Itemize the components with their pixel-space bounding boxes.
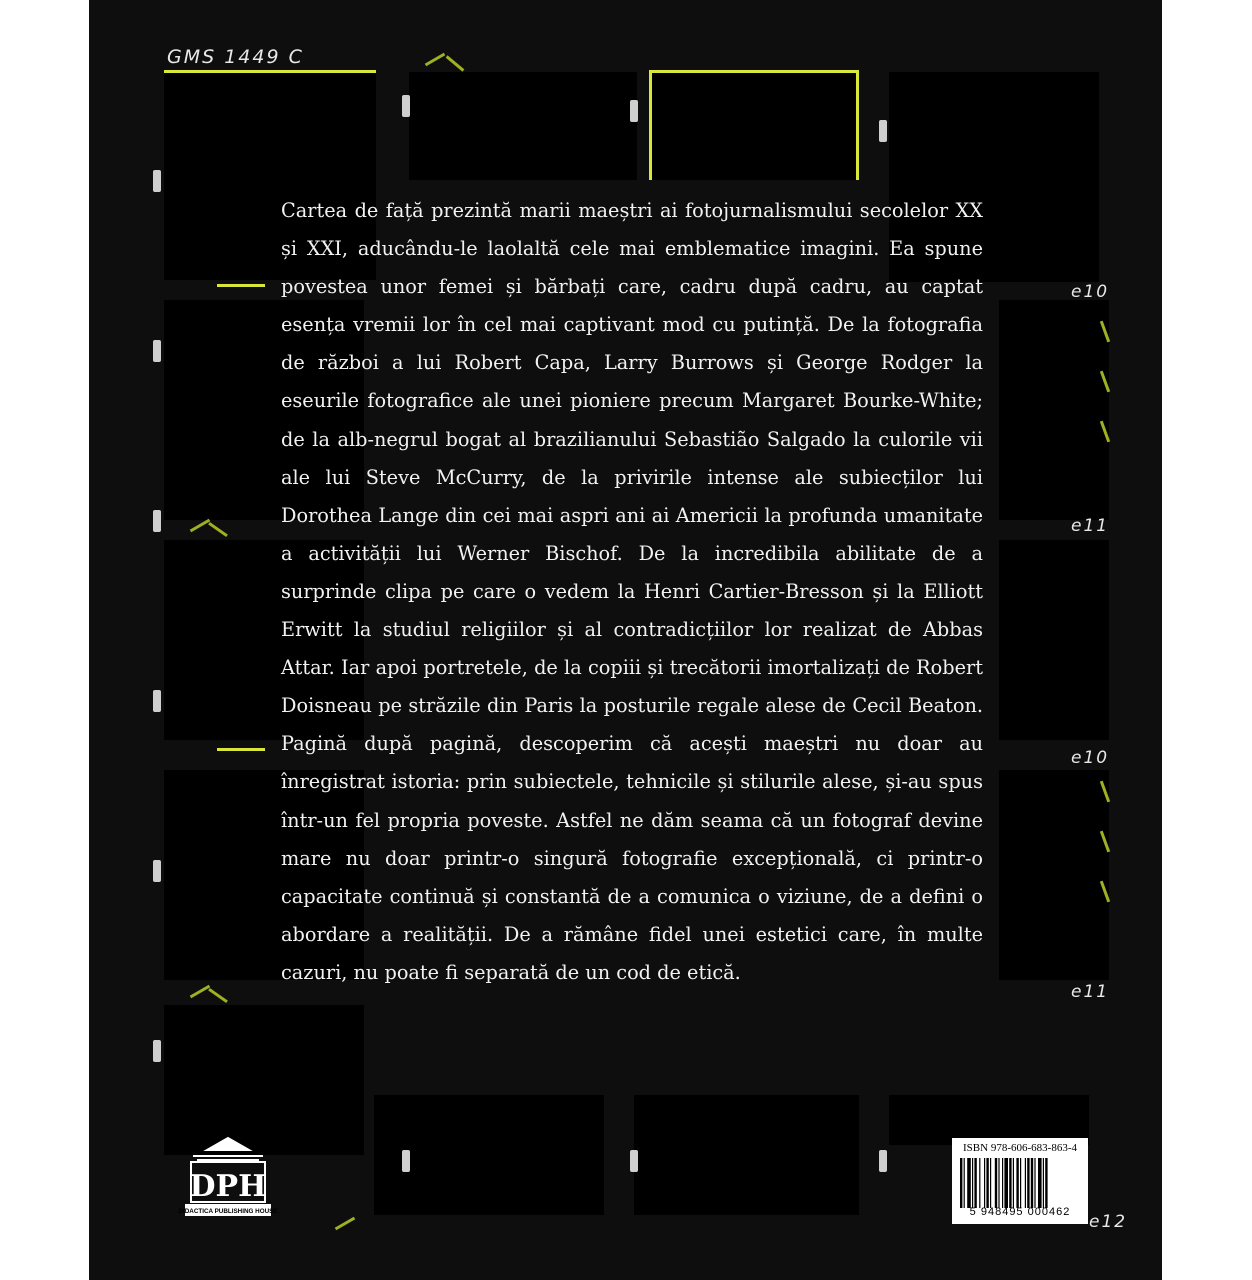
marker-stroke: [217, 284, 265, 287]
sprocket-hole: [879, 1150, 887, 1172]
blurb-text: Cartea de față prezintă marii maeștri ai fotojurnalismului secolelor XX și XXI, aducându-le laolaltă cele mai emblematice imagini. Ea spune povestea unor femei și bărbați care, cadru după cadru, au captat esența vremii lor în cel mai captivant mod cu putință. De la fotografia de război a lui Robert Capa, Larry Burrows și George Rodger la eseurile fotografice ale unei pioniere precum Margaret Bourke-White; de la alb-negrul bogat al brazilianului Sebastião Salgado la culorile vii ale lui Steve McCurry, de la privirile intense ale subiecților lui Dorothea Lange din cei mai aspri ani ai Americii la profunda umanitate a activității lui Werner Bischof. De la incredibila abilitate de a surprinde clipa pe care o vedem la Henri Cartier-Bresson și la Elliott Erwitt la studiul religiilor și al contradicțiilor lor realizat de Abbas Attar. Iar apoi portretele, de la copiii și trecătorii imortalizați de Robert Doisneau pe străzile din Paris la posturile regale alese de Cecil Beaton. Pagină după pagină, descoperim că acești maeștri nu doar au înregistrat istoria: prin subiectele, tehnicile și stilurile alese, și-au spus într-un fel propria poveste. Astfel ne dăm seama că un fotograf devine mare nu doar printr-o singură fotografie excepțională, ci printr-o capacitate continuă și constantă de a comunica o viziune, de a defini o abordare a realității. De a rămâne fidel unei estetici care, în multe cazuri, nu poate fi separată de un cod de etică.: [281, 199, 983, 984]
barcode-bar: [964, 1158, 965, 1208]
handwritten-code: GMS 1449 C: [167, 46, 304, 68]
sprocket-hole: [630, 100, 638, 122]
frame-mark: e10: [1071, 282, 1110, 302]
barcode-bar: [1004, 1158, 1008, 1208]
film-frame: [409, 72, 637, 180]
sprocket-hole: [153, 340, 161, 362]
barcode-bar: [986, 1158, 988, 1208]
barcode-bar: [972, 1158, 973, 1208]
isbn-label: ISBN 978-606-683-863-4: [963, 1142, 1077, 1154]
film-frame: [634, 1095, 859, 1215]
publisher-logo: [178, 1134, 278, 1218]
film-frame: [649, 70, 859, 180]
barcode-bar: [967, 1158, 971, 1208]
barcode-bar: [984, 1158, 985, 1208]
barcode-bar: [1025, 1158, 1026, 1208]
marker-tick: [335, 1217, 356, 1231]
barcode: [960, 1158, 1080, 1208]
barcode-bar: [1020, 1158, 1021, 1208]
frame-mark: e11: [1071, 516, 1110, 536]
barcode-bar: [1031, 1158, 1033, 1208]
marker-tick: [208, 988, 228, 1003]
sprocket-hole: [153, 690, 161, 712]
barcode-bar: [1009, 1158, 1011, 1208]
barcode-bar: [995, 1158, 997, 1208]
publisher-initials: DPH: [189, 1169, 267, 1204]
barcode-bar: [1034, 1158, 1035, 1208]
film-frame: [999, 770, 1109, 980]
marker-stroke: [649, 70, 652, 180]
marker-stroke: [649, 70, 859, 73]
sprocket-hole: [153, 860, 161, 882]
barcode-bar: [1027, 1158, 1029, 1208]
barcode-bar: [979, 1158, 980, 1208]
barcode-bar: [974, 1158, 976, 1208]
barcode-bar: [998, 1158, 999, 1208]
barcode-bar: [1002, 1158, 1003, 1208]
isbn-block: [952, 1138, 1088, 1224]
marker-tick: [446, 55, 465, 71]
publisher-name: DIDACTICA PUBLISHING HOUSE: [178, 1208, 278, 1215]
marker-tick: [208, 522, 228, 537]
barcode-digits: 5 948495 000462: [969, 1206, 1071, 1218]
barcode-bar: [1016, 1158, 1018, 1208]
barcode-bar: [1038, 1158, 1042, 1208]
sprocket-hole: [153, 510, 161, 532]
barcode-bar: [990, 1158, 991, 1208]
barcode-bar: [1045, 1158, 1047, 1208]
marker-stroke: [217, 748, 265, 751]
marker-tick: [190, 985, 211, 999]
sprocket-hole: [630, 1150, 638, 1172]
film-frame: [999, 540, 1109, 740]
frame-mark: e10: [1071, 748, 1110, 768]
marker-tick: [425, 53, 446, 67]
film-frame: [999, 300, 1109, 520]
barcode-bar: [960, 1158, 962, 1208]
marker-stroke: [164, 70, 376, 73]
barcode-bar: [1043, 1158, 1044, 1208]
sprocket-hole: [153, 170, 161, 192]
sprocket-hole: [153, 1040, 161, 1062]
sprocket-hole: [879, 120, 887, 142]
barcode-bar: [1013, 1158, 1014, 1208]
sprocket-hole: [402, 95, 410, 117]
marker-stroke: [856, 70, 859, 180]
marker-tick: [190, 519, 211, 533]
frame-mark: e12: [1089, 1212, 1128, 1232]
frame-mark: e11: [1071, 982, 1110, 1002]
film-frame: [164, 1005, 364, 1155]
sprocket-hole: [402, 1150, 410, 1172]
